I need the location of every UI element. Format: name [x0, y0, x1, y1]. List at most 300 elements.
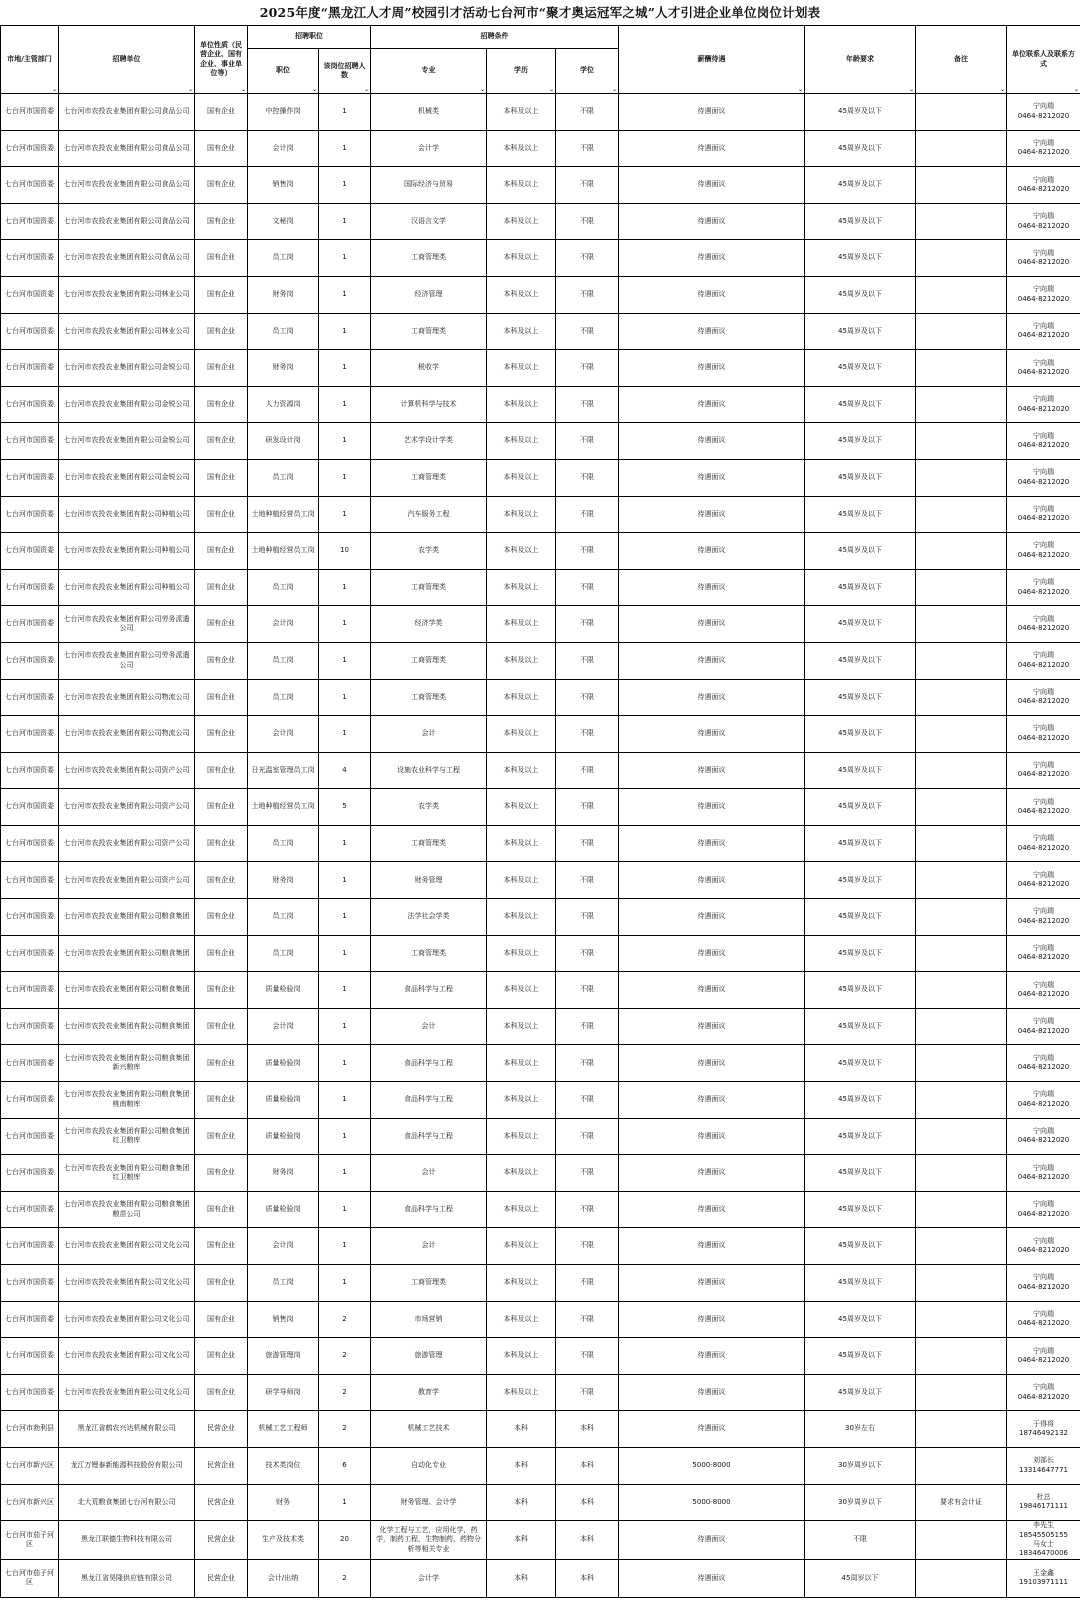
cell-position: 员工岗 [248, 679, 319, 716]
cell-unit: 黑龙江联德生物科技有限公司 [59, 1521, 195, 1560]
header-position[interactable]: 职位 ⌄ [248, 49, 319, 94]
cell-salary: 待遇面议 [619, 276, 805, 313]
cell-unit: 七台河市农投农业集团有限公司文化公司 [59, 1265, 195, 1302]
cell-degree: 本科 [556, 1484, 619, 1521]
cell-unit: 黑龙江省昊隆供应链有限公司 [59, 1559, 195, 1597]
contact-phone: 0464-8212020 [1017, 477, 1070, 486]
cell-contact [1007, 94, 1080, 131]
contact-phone: 0464-8212020 [1017, 441, 1070, 450]
cell-education: 本科及以上 [487, 1265, 556, 1302]
cell-dept: 七台河市茄子河区 [1, 1521, 59, 1560]
cell-nature: 国有企业 [195, 1118, 248, 1155]
cell-degree: 不限 [556, 313, 619, 350]
table-row [1, 1338, 1080, 1375]
contact-phone: 0464-8212020 [1017, 258, 1070, 267]
cell-nature: 国有企业 [195, 1265, 248, 1302]
cell-contact [1007, 1008, 1080, 1045]
cell-nature: 国有企业 [195, 679, 248, 716]
cell-contact [1007, 716, 1080, 753]
cell-major: 税收学 [371, 350, 487, 387]
cell-dept: 七台河市国资委 [1, 606, 59, 643]
cell-unit: 七台河市农投农业集团有限公司粮食集团红卫粮库 [59, 1155, 195, 1192]
header-unit[interactable]: 招聘单位 ⌄ [59, 26, 195, 94]
table-row [1, 459, 1080, 496]
cell-major: 市场营销 [371, 1301, 487, 1338]
cell-age: 45周岁及以下 [805, 899, 916, 936]
contact-phone: 0464-8212020 [1017, 550, 1070, 559]
cell-count: 1 [319, 94, 371, 131]
cell-position: 财务岗 [248, 350, 319, 387]
cell-unit: 七台河市农投农业集团有限公司劳务派遣公司 [59, 606, 195, 643]
table-row [1, 1301, 1080, 1338]
table-row [1, 1045, 1080, 1082]
contact-phone: 0464-8212020 [1017, 404, 1070, 413]
cell-count: 6 [319, 1447, 371, 1484]
cell-remark [916, 1082, 1007, 1119]
cell-nature: 国有企业 [195, 130, 248, 167]
cell-contact [1007, 496, 1080, 533]
cell-remark [916, 423, 1007, 460]
cell-salary: 待遇面议 [619, 789, 805, 826]
cell-dept: 七台河市国资委 [1, 350, 59, 387]
header-dept[interactable]: 市地/主管部门 ⌄ [1, 26, 59, 94]
cell-salary: 待遇面议 [619, 94, 805, 131]
cell-education: 本科及以上 [487, 313, 556, 350]
cell-nature: 国有企业 [195, 1338, 248, 1375]
table-row [1, 1559, 1080, 1597]
cell-dept: 七台河市国资委 [1, 1082, 59, 1119]
cell-unit: 七台河市农投农业集团有限公司林业公司 [59, 276, 195, 313]
cell-salary: 待遇面议 [619, 679, 805, 716]
cell-count: 1 [319, 569, 371, 606]
cell-salary: 待遇面议 [619, 1191, 805, 1228]
cell-nature: 国有企业 [195, 496, 248, 533]
cell-contact [1007, 752, 1080, 789]
contact-phone: 0464-8212020 [1017, 843, 1070, 852]
contact-name: 宁向瑞 [1033, 358, 1054, 367]
cell-remark [916, 459, 1007, 496]
cell-degree: 不限 [556, 972, 619, 1009]
cell-unit: 七台河市农投农业集团有限公司粮食集团新兴粮库 [59, 1045, 195, 1082]
contact-phone: 0464-8212020 [1017, 624, 1070, 633]
cell-remark [916, 1411, 1007, 1448]
cell-position: 财务岗 [248, 1155, 319, 1192]
cell-count: 1 [319, 203, 371, 240]
contact-name: 宁向瑞 [1033, 724, 1054, 733]
cell-contact [1007, 1191, 1080, 1228]
cell-age: 45周岁及以下 [805, 679, 916, 716]
cell-count: 1 [319, 240, 371, 277]
cell-contact [1007, 935, 1080, 972]
cell-contact [1007, 972, 1080, 1009]
table-row [1, 862, 1080, 899]
cell-dept: 七台河市国资委 [1, 240, 59, 277]
cell-position: 会计岗 [248, 1008, 319, 1045]
cell-contact [1007, 459, 1080, 496]
cell-dept: 七台河市国资委 [1, 276, 59, 313]
table-row [1, 1484, 1080, 1521]
cell-age: 45周岁及以下 [805, 1082, 916, 1119]
cell-unit: 七台河市农投农业集团有限公司金锐公司 [59, 350, 195, 387]
cell-age: 45周岁及以下 [805, 496, 916, 533]
table-row [1, 899, 1080, 936]
cell-salary: 待遇面议 [619, 459, 805, 496]
cell-salary: 待遇面议 [619, 1374, 805, 1411]
contact-phone: 0464-8212020 [1017, 697, 1070, 706]
cell-degree: 不限 [556, 935, 619, 972]
cell-nature: 国有企业 [195, 569, 248, 606]
cell-unit: 七台河市农投农业集团有限公司食品公司 [59, 167, 195, 204]
contact-phone: 0464-8212020 [1017, 1282, 1070, 1291]
contact-phone: 0464-8212020 [1017, 111, 1070, 120]
cell-major: 食品科学与工程 [371, 1118, 487, 1155]
cell-salary: 待遇面议 [619, 1008, 805, 1045]
cell-major: 法学社会学类 [371, 899, 487, 936]
cell-count: 1 [319, 862, 371, 899]
table-row [1, 935, 1080, 972]
cell-remark [916, 1447, 1007, 1484]
table-row [1, 752, 1080, 789]
cell-contact [1007, 167, 1080, 204]
cell-degree: 本科 [556, 1521, 619, 1560]
cell-count: 1 [319, 313, 371, 350]
cell-salary: 待遇面议 [619, 203, 805, 240]
cell-position: 土地种植经营员工岗 [248, 496, 319, 533]
cell-count: 2 [319, 1338, 371, 1375]
cell-nature: 国有企业 [195, 94, 248, 131]
cell-nature: 国有企业 [195, 240, 248, 277]
cell-position: 日光温室管理员工岗 [248, 752, 319, 789]
cell-dept: 七台河市新兴区 [1, 1484, 59, 1521]
contact-name: 宁向瑞 [1033, 1236, 1054, 1245]
cell-education: 本科及以上 [487, 935, 556, 972]
cell-major: 汽车服务工程 [371, 496, 487, 533]
cell-salary: 待遇面议 [619, 862, 805, 899]
cell-contact [1007, 533, 1080, 570]
cell-contact [1007, 569, 1080, 606]
cell-major: 工商管理类 [371, 642, 487, 679]
contact-phone: 0464-8212020 [1017, 184, 1070, 193]
cell-age: 45周岁及以下 [805, 642, 916, 679]
cell-salary: 待遇面议 [619, 825, 805, 862]
cell-contact [1007, 240, 1080, 277]
contact-phone: 0464-8212020 [1017, 367, 1070, 376]
cell-remark [916, 789, 1007, 826]
cell-dept: 七台河市国资委 [1, 423, 59, 460]
contact-name: 宁向瑞 [1033, 1163, 1054, 1172]
cell-remark [916, 1338, 1007, 1375]
cell-dept: 七台河市国资委 [1, 130, 59, 167]
cell-age: 45周岁及以下 [805, 167, 916, 204]
cell-education: 本科及以上 [487, 899, 556, 936]
cell-count: 2 [319, 1411, 371, 1448]
contact-phone: 0464-8212020 [1017, 1099, 1070, 1108]
cell-degree: 不限 [556, 642, 619, 679]
contact-phone: 0464-8212020 [1017, 1173, 1070, 1182]
cell-degree: 不限 [556, 496, 619, 533]
cell-major: 会计学 [371, 130, 487, 167]
header-degree[interactable]: 学位 ⌄ [556, 49, 619, 94]
cell-dept: 七台河市茄子河区 [1, 1559, 59, 1597]
cell-degree: 不限 [556, 533, 619, 570]
contact-name: 宁向瑞 [1033, 1200, 1054, 1209]
cell-dept: 七台河市新兴区 [1, 1447, 59, 1484]
cell-major: 自动化专业 [371, 1447, 487, 1484]
cell-nature: 国有企业 [195, 642, 248, 679]
cell-count: 5 [319, 789, 371, 826]
cell-contact [1007, 1045, 1080, 1082]
cell-salary: 待遇面议 [619, 423, 805, 460]
cell-education: 本科 [487, 1411, 556, 1448]
header-major[interactable]: 专业 ⌄ [371, 49, 487, 94]
contact-phone: 0464-8212020 [1017, 1063, 1070, 1072]
cell-unit: 七台河市农投农业集团有限公司资产公司 [59, 752, 195, 789]
cell-remark [916, 642, 1007, 679]
cell-salary: 待遇面议 [619, 1228, 805, 1265]
cell-dept: 七台河市国资委 [1, 716, 59, 753]
cell-unit: 七台河市农投农业集团有限公司食品公司 [59, 94, 195, 131]
cell-remark [916, 276, 1007, 313]
cell-major: 工商管理类 [371, 825, 487, 862]
cell-position: 文秘岗 [248, 203, 319, 240]
cell-contact [1007, 1338, 1080, 1375]
cell-salary: 待遇面议 [619, 167, 805, 204]
cell-age: 45周岁及以下 [805, 533, 916, 570]
header-count[interactable]: 该岗位招聘人数 ⌄ [319, 49, 371, 94]
cell-remark [916, 716, 1007, 753]
contact-phone: 0464-8212020 [1017, 1392, 1070, 1401]
header-position-group: 招聘职位 [248, 26, 371, 49]
contact-phone: 13314647771 [1019, 1465, 1068, 1474]
cell-contact [1007, 1374, 1080, 1411]
cell-nature: 国有企业 [195, 606, 248, 643]
table-row [1, 1265, 1080, 1302]
cell-age: 45周岁及以下 [805, 459, 916, 496]
table-row [1, 350, 1080, 387]
table-row [1, 1082, 1080, 1119]
cell-position: 人力资源岗 [248, 386, 319, 423]
cell-position: 销售岗 [248, 1301, 319, 1338]
cell-unit: 北大荒粮食集团七台河有限公司 [59, 1484, 195, 1521]
cell-position: 质量检验岗 [248, 972, 319, 1009]
cell-major: 设施农业科学与工程 [371, 752, 487, 789]
cell-degree: 不限 [556, 1191, 619, 1228]
contact-phone: 19103971111 [1019, 1578, 1068, 1587]
cell-nature: 国有企业 [195, 935, 248, 972]
cell-remark: 要求有会计证 [916, 1484, 1007, 1521]
cell-position: 员工岗 [248, 569, 319, 606]
cell-salary: 待遇面议 [619, 533, 805, 570]
cell-major: 工商管理类 [371, 313, 487, 350]
cell-count: 1 [319, 1045, 371, 1082]
contact-name: 宁向瑞 [1033, 651, 1054, 660]
cell-degree: 不限 [556, 423, 619, 460]
cell-nature: 国有企业 [195, 789, 248, 826]
cell-degree: 不限 [556, 789, 619, 826]
cell-dept: 七台河市国资委 [1, 167, 59, 204]
cell-position: 质量检验岗 [248, 1191, 319, 1228]
cell-degree: 本科 [556, 1411, 619, 1448]
cell-age: 45周岁及以下 [805, 1301, 916, 1338]
cell-position: 旅游管理岗 [248, 1338, 319, 1375]
cell-count: 1 [319, 899, 371, 936]
cell-major: 教育学 [371, 1374, 487, 1411]
cell-position: 质量检验岗 [248, 1082, 319, 1119]
cell-dept: 七台河市国资委 [1, 752, 59, 789]
contact-name: 宁向瑞 [1033, 907, 1054, 916]
cell-salary: 待遇面议 [619, 1559, 805, 1597]
cell-degree: 本科 [556, 1447, 619, 1484]
contact-phone: 0464-8212020 [1017, 148, 1070, 157]
cell-age: 45周岁及以下 [805, 606, 916, 643]
cell-contact [1007, 825, 1080, 862]
cell-remark [916, 240, 1007, 277]
cell-education: 本科及以上 [487, 1191, 556, 1228]
header-education[interactable]: 学历 ⌄ [487, 49, 556, 94]
header-conditions-group: 招聘条件 [371, 26, 619, 49]
header-nature[interactable]: 单位性质（民营企业、国有企业、事业单位等） ⌄ [195, 26, 248, 94]
cell-dept: 七台河市国资委 [1, 1191, 59, 1228]
cell-education: 本科及以上 [487, 203, 556, 240]
cell-salary: 待遇面议 [619, 716, 805, 753]
cell-degree: 不限 [556, 679, 619, 716]
cell-salary: 5000-8000 [619, 1447, 805, 1484]
cell-degree: 本科 [556, 1559, 619, 1597]
cell-degree: 不限 [556, 899, 619, 936]
cell-age: 45周岁及以下 [805, 716, 916, 753]
cell-degree: 不限 [556, 1045, 619, 1082]
cell-contact [1007, 1559, 1080, 1597]
cell-education: 本科及以上 [487, 533, 556, 570]
contact-name: 宁向瑞 [1033, 175, 1054, 184]
cell-age: 45周岁以下 [805, 1559, 916, 1597]
header-age[interactable]: 年龄要求 ⌄ [805, 26, 916, 94]
cell-count: 1 [319, 1155, 371, 1192]
cell-remark [916, 533, 1007, 570]
cell-education: 本科 [487, 1559, 556, 1597]
cell-education: 本科及以上 [487, 496, 556, 533]
cell-age: 45周岁及以下 [805, 569, 916, 606]
contact-phone: 0464-8212020 [1017, 1136, 1070, 1145]
cell-remark [916, 1301, 1007, 1338]
table-row [1, 276, 1080, 313]
cell-salary: 待遇面议 [619, 606, 805, 643]
cell-nature: 民营企业 [195, 1559, 248, 1597]
cell-remark [916, 130, 1007, 167]
cell-unit: 七台河市农投农业集团有限公司文化公司 [59, 1338, 195, 1375]
cell-degree: 不限 [556, 825, 619, 862]
cell-nature: 国有企业 [195, 716, 248, 753]
cell-contact [1007, 1484, 1080, 1521]
cell-education: 本科 [487, 1484, 556, 1521]
cell-nature: 国有企业 [195, 313, 248, 350]
cell-education: 本科及以上 [487, 1118, 556, 1155]
cell-degree: 不限 [556, 94, 619, 131]
cell-nature: 民营企业 [195, 1447, 248, 1484]
cell-count: 10 [319, 533, 371, 570]
contact-phone: 0464-8212020 [1017, 953, 1070, 962]
cell-count: 1 [319, 423, 371, 460]
contact-phone: 0464-8212020 [1017, 660, 1070, 669]
contact-name: 王金鑫 [1033, 1568, 1054, 1577]
cell-count: 1 [319, 1484, 371, 1521]
cell-count: 1 [319, 167, 371, 204]
cell-dept: 七台河市国资委 [1, 1374, 59, 1411]
cell-position: 机械工艺工程师 [248, 1411, 319, 1448]
cell-major: 工商管理类 [371, 679, 487, 716]
cell-education: 本科及以上 [487, 1338, 556, 1375]
contact-name: 宁向瑞 [1033, 468, 1054, 477]
table-row [1, 789, 1080, 826]
contact-name: 宁向瑞 [1033, 321, 1054, 330]
cell-degree: 不限 [556, 862, 619, 899]
cell-degree: 不限 [556, 350, 619, 387]
cell-unit: 七台河市农投农业集团有限公司物流公司 [59, 679, 195, 716]
cell-contact [1007, 899, 1080, 936]
header-remark[interactable]: 备注 ⌄ [916, 26, 1007, 94]
table-row [1, 130, 1080, 167]
cell-position: 技术类岗位 [248, 1447, 319, 1484]
cell-remark [916, 862, 1007, 899]
cell-age: 45周岁及以下 [805, 130, 916, 167]
cell-education: 本科及以上 [487, 1008, 556, 1045]
contact-name: 宁向瑞 [1033, 1017, 1054, 1026]
cell-unit: 七台河市农投农业集团有限公司资产公司 [59, 825, 195, 862]
cell-count: 4 [319, 752, 371, 789]
cell-count: 1 [319, 276, 371, 313]
table-row [1, 496, 1080, 533]
cell-remark [916, 386, 1007, 423]
cell-remark [916, 496, 1007, 533]
cell-nature: 国有企业 [195, 1191, 248, 1228]
header-contact[interactable]: 单位联系人及联系方式 ⌄ [1007, 26, 1080, 94]
cell-unit: 七台河市农投农业集团有限公司文化公司 [59, 1374, 195, 1411]
cell-position: 会计岗 [248, 716, 319, 753]
table-row [1, 1008, 1080, 1045]
cell-contact [1007, 789, 1080, 826]
cell-unit: 七台河市农投农业集团有限公司粮食集团桃南粮库 [59, 1082, 195, 1119]
cell-education: 本科及以上 [487, 276, 556, 313]
cell-degree: 不限 [556, 276, 619, 313]
cell-contact [1007, 1521, 1080, 1560]
cell-dept: 七台河市国资委 [1, 496, 59, 533]
header-salary[interactable]: 薪酬待遇 ⌄ [619, 26, 805, 94]
cell-education: 本科及以上 [487, 569, 556, 606]
cell-age: 45周岁及以下 [805, 423, 916, 460]
table-row [1, 1521, 1080, 1560]
cell-degree: 不限 [556, 606, 619, 643]
cell-dept: 七台河市国资委 [1, 313, 59, 350]
cell-unit: 七台河市农投农业集团有限公司种植公司 [59, 533, 195, 570]
contact-name: 宁向瑞 [1033, 541, 1054, 550]
cell-dept: 七台河市国资委 [1, 1338, 59, 1375]
cell-major: 经济管理 [371, 276, 487, 313]
cell-nature: 民营企业 [195, 1521, 248, 1560]
cell-dept: 七台河市国资委 [1, 94, 59, 131]
cell-dept: 七台河市国资委 [1, 642, 59, 679]
cell-position: 员工岗 [248, 240, 319, 277]
contact-phone: 0464-8212020 [1017, 1319, 1070, 1328]
cell-salary: 待遇面议 [619, 386, 805, 423]
cell-dept: 七台河市国资委 [1, 1228, 59, 1265]
cell-unit: 七台河市农投农业集团有限公司劳务派遣公司 [59, 642, 195, 679]
cell-nature: 国有企业 [195, 1082, 248, 1119]
cell-nature: 国有企业 [195, 972, 248, 1009]
cell-contact [1007, 642, 1080, 679]
contact-phone: 0464-8212020 [1017, 587, 1070, 596]
cell-dept: 七台河市国资委 [1, 935, 59, 972]
cell-contact [1007, 1301, 1080, 1338]
